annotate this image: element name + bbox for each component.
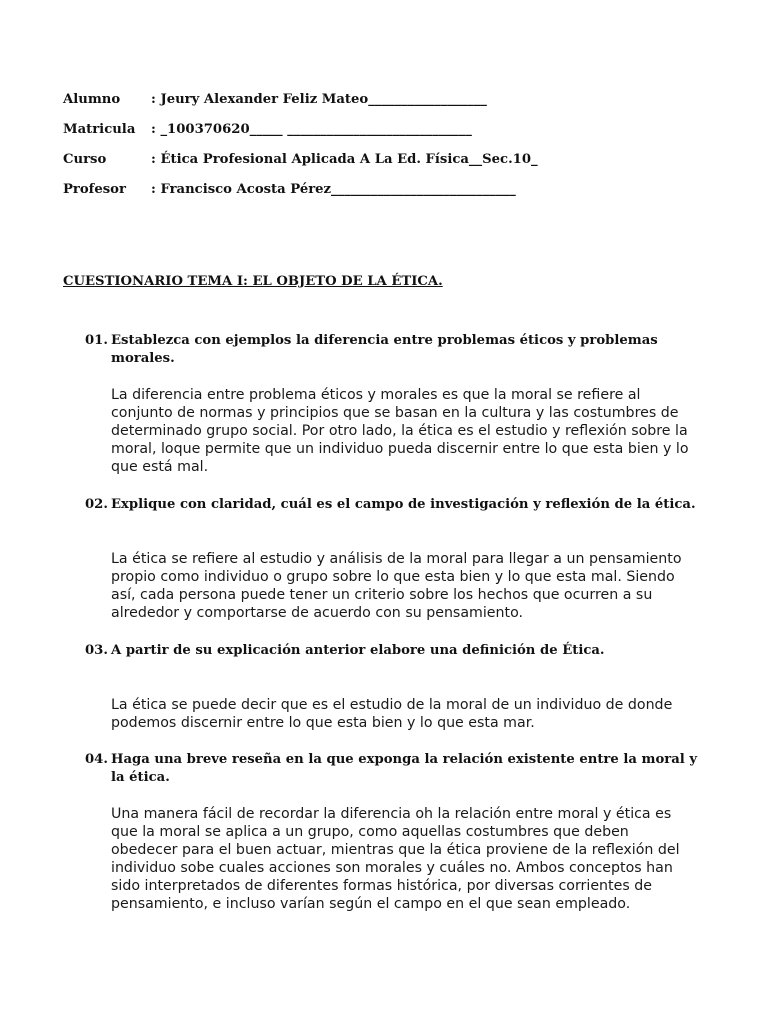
question-text: Explique con claridad, cuál es el campo de investigación y reflexión de la ética.: [111, 497, 696, 512]
question-number: 04.: [85, 752, 108, 767]
question-number: 03.: [85, 643, 108, 658]
section-title: CUESTIONARIO TEMA I: EL OBJETO DE LA ÉTICA.: [63, 274, 443, 289]
question-text: A partir de su explicación anterior elabore una definición de Ética.: [111, 643, 605, 658]
question-number: 01.: [85, 333, 108, 348]
header-value: : Francisco Acosta Pérez____________________________: [151, 182, 516, 197]
answer-03: La ética se puede decir que es el estudio de la moral de un individuo de donde podemos discernir entre lo que esta bien y lo que esta mar.: [111, 697, 673, 731]
header-label: Curso: [63, 152, 107, 167]
answer-04: Una manera fácil de recordar la diferencia oh la relación entre moral y ética es que la moral se aplica a un grupo, como aquellas costumbres que deben obedecer para el buen actuar, mientras que la ética proviene de la reflexión del individuo sobe cuales acciones son morales y cuáles no. Ambos conceptos han sido interpretados de diferentes formas histórica, por diversas corrientes de pensamiento, e incluso varían según el campo en el que sean empleado.: [111, 806, 680, 912]
header-value: : _100370620_____ ____________________________: [151, 122, 472, 137]
header-label: Matricula: [63, 122, 136, 137]
answer-02: La ética se refiere al estudio y análisis de la moral para llegar a un pensamiento propio como individuo o grupo sobre lo que esta bien y lo que esta mal. Siendo así, cada persona puede tener un criterio sobre los hechos que ocurren a su alrededor y comportarse de acuerdo con su pensamiento.: [111, 551, 682, 621]
question-02: [85, 496, 705, 514]
question-text: Establezca con ejemplos la diferencia entre problemas éticos y problemas morales.: [111, 333, 658, 366]
question-03: [85, 642, 705, 660]
header-value: : Jeury Alexander Feliz Mateo__________________: [151, 92, 487, 107]
question-number: 02.: [85, 497, 108, 512]
header-label: Profesor: [63, 182, 126, 197]
header-label: Alumno: [63, 92, 121, 107]
header-value: : Ética Profesional Aplicada A La Ed. Física__Sec.10_: [151, 152, 538, 167]
question-04: [85, 751, 705, 787]
question-01: [85, 332, 705, 368]
question-text: Haga una breve reseña en la que exponga la relación existente entre la moral y la ética.: [111, 752, 698, 785]
answer-01: La diferencia entre problema éticos y morales es que la moral se refiere al conjunto de normas y principios que se basan en la cultura y las costumbres de determinado grupo social. Por otro lado, la ética es el estudio y reflexión sobre la moral, loque permite que un individuo pueda discernir entre lo que esta bien y lo que está mal.: [111, 387, 689, 475]
